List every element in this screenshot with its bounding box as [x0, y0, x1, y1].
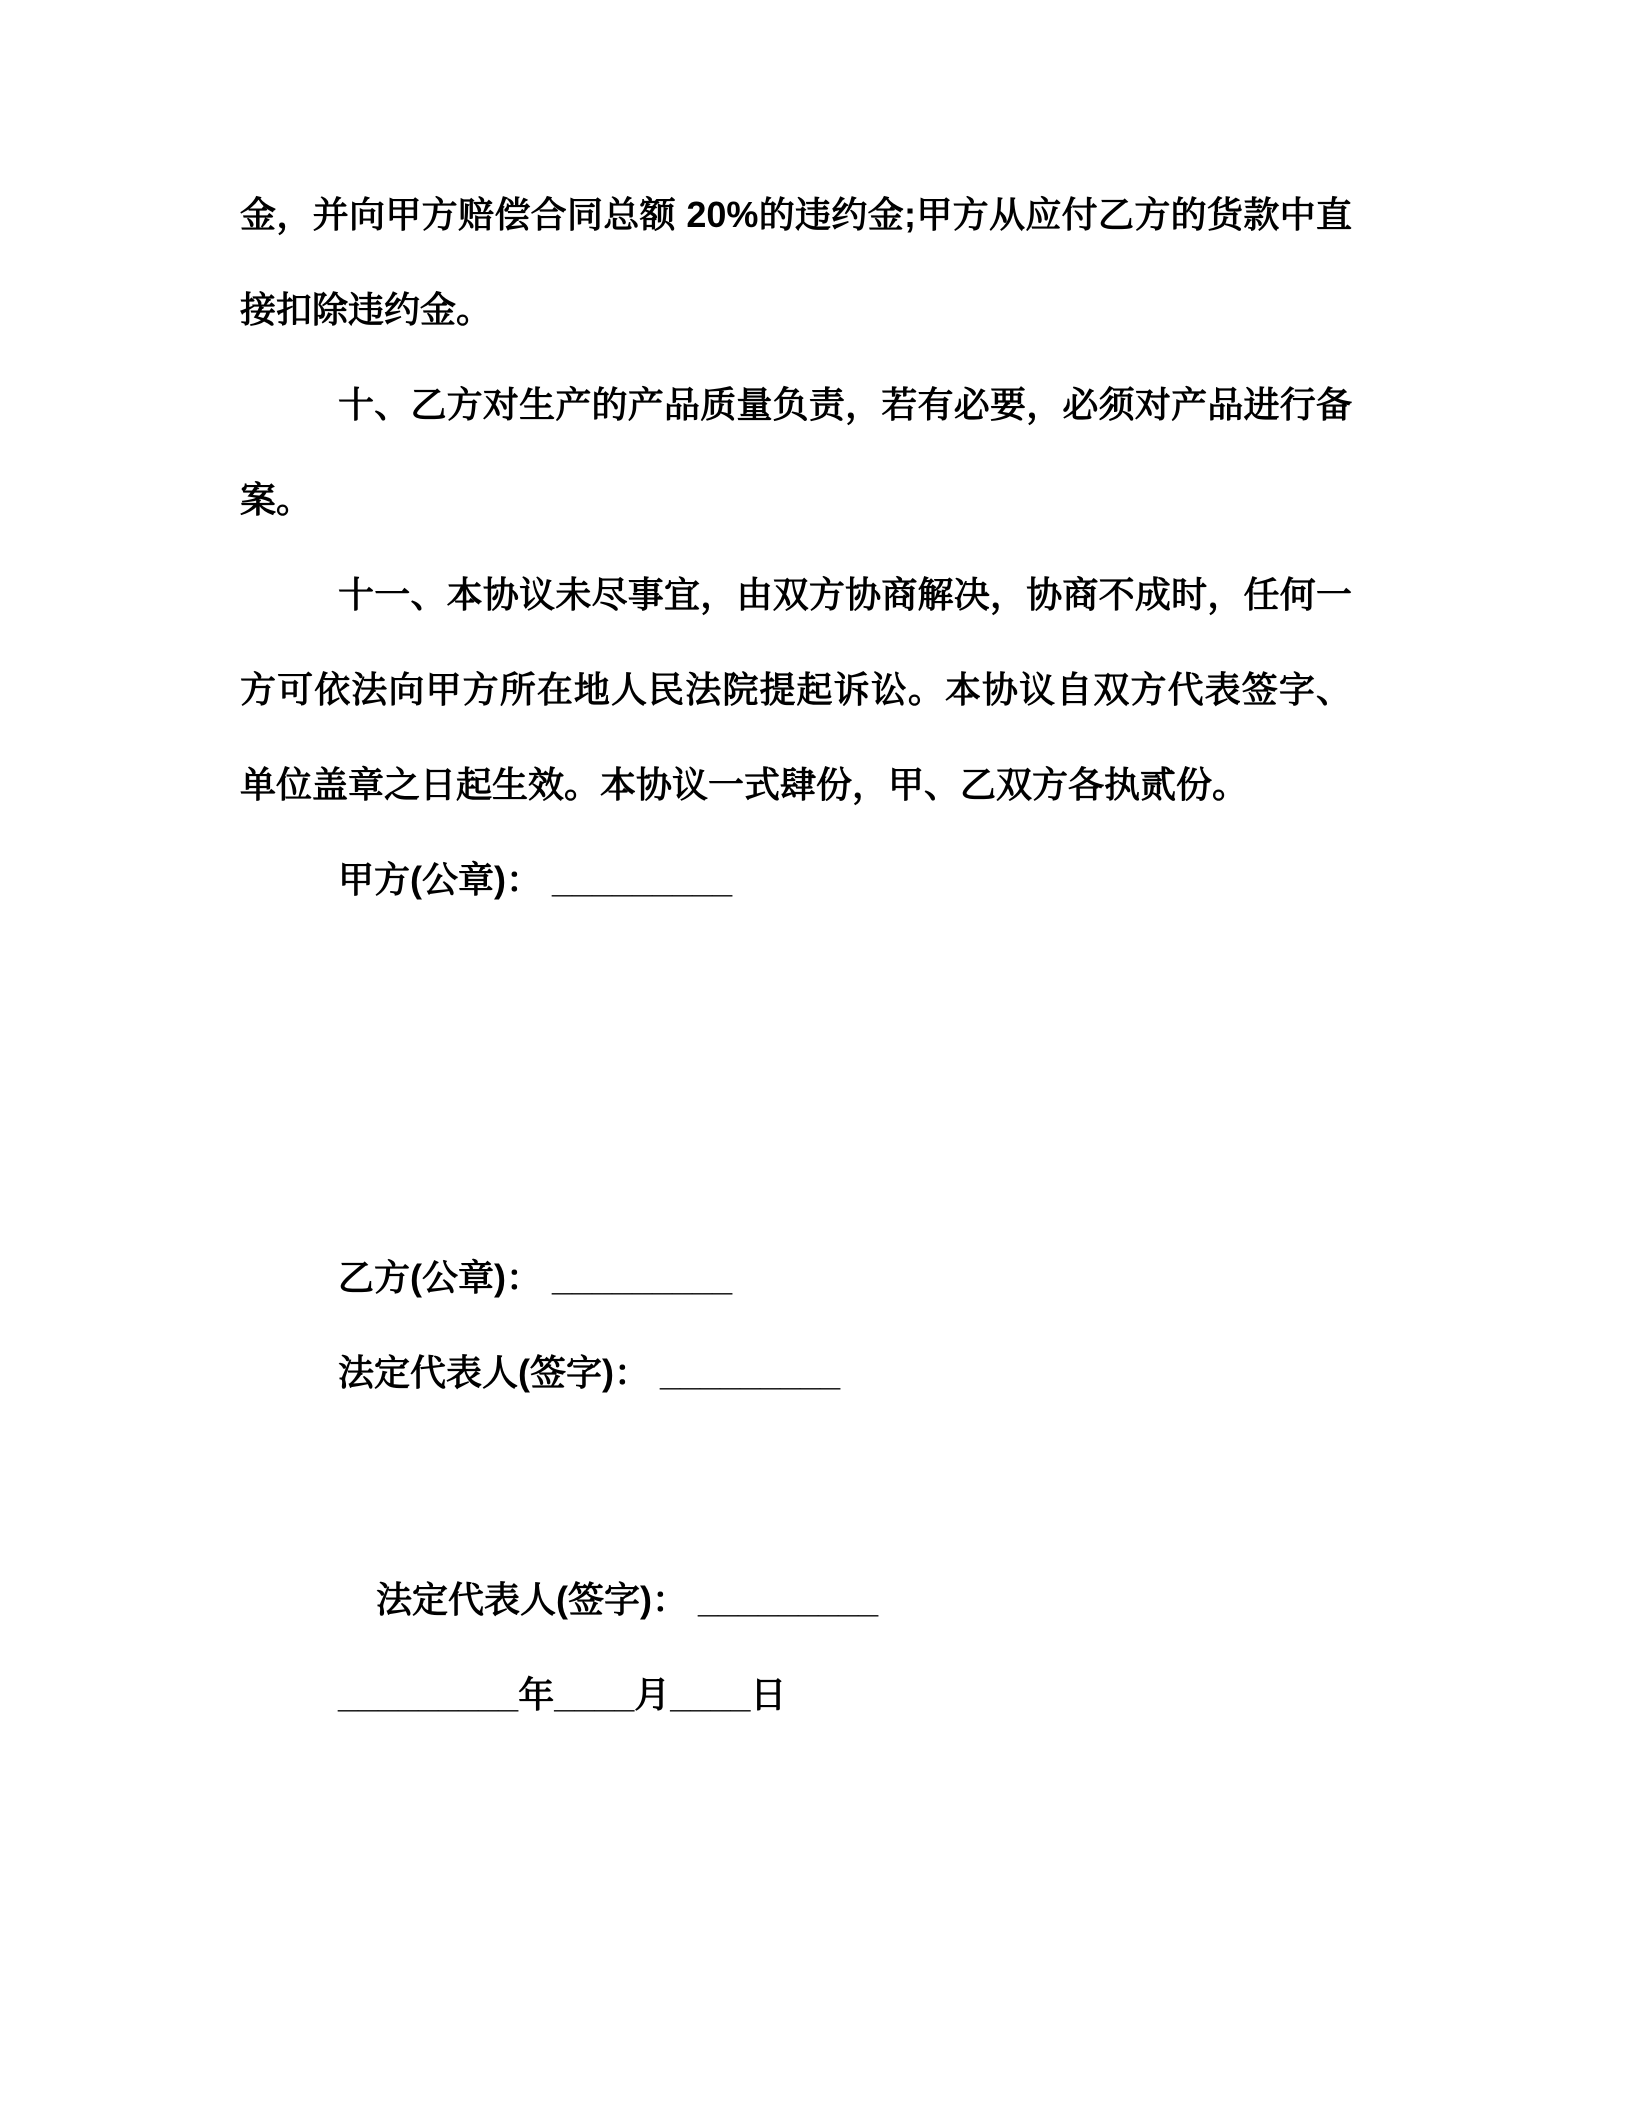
legal-rep-signature-line-2: 法定代表人(签字)： _________: [376, 1579, 879, 1620]
vertical-spacer: [240, 1420, 1352, 1552]
vertical-spacer: [240, 927, 1352, 1230]
party-a-seal-line: 甲方(公章)： _________: [338, 859, 733, 900]
contract-clause-eleven: 十一、本协议未尽事宜，由双方协商解决，协商不成时，任何一方可依法向甲方所在地人民法院提起诉讼。本协议自双方代表签字、单位盖章之日起生效。本协议一式肆份，甲、乙双方各执贰份。: [240, 574, 1352, 805]
contract-clause-penalty-continuation: 金，并向甲方赔偿合同总额 20%的违约金;甲方从应付乙方的货款中直接扣除违约金。: [240, 194, 1352, 330]
contract-clause-ten: 十、乙方对生产的产品质量负责，若有必要，必须对产品进行备案。: [240, 384, 1352, 520]
party-b-seal-line: 乙方(公章)： _________: [338, 1257, 733, 1298]
date-fill-in-line: _________年____月____日: [338, 1674, 787, 1715]
legal-rep-signature-line-1: 法定代表人(签字)： _________: [338, 1352, 841, 1393]
